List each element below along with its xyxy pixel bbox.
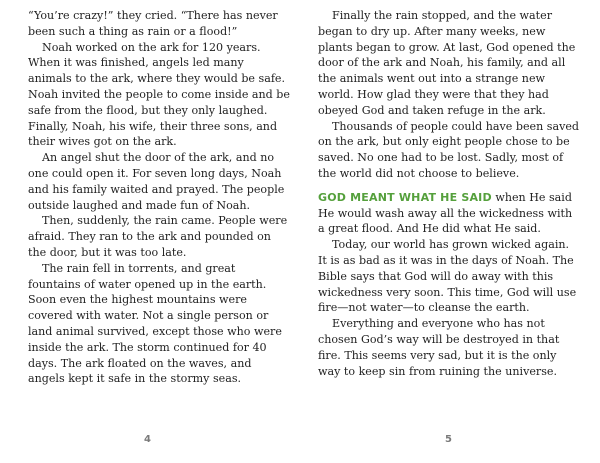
- right-page: [318, 8, 580, 379]
- paragraph: Then, suddenly, the rain came. People were afraid. They ran to the ark and pounded on the door, but it was too late.: [28, 214, 288, 259]
- heading-continuation: when He said He would wash away all the wickedness with a great flood. And He did what He said.: [318, 190, 573, 236]
- paragraph: Noah worked on the ark for 120 years. When it was finished, angels led many animals to the ark, where they would be safe. Noah invited the people to come inside and be safe from the flood, but they only laughed. Finally, Noah, his wife, their three sons, and their wives got on the ark.: [28, 40, 290, 149]
- paragraph: The rain fell in torrents, and great fountains of water opened up in the earth. Soon even the highest mountains were covered with water. Not a single person or land animal survived, except those who were inside the ark. The storm continued for 40 days. The ark floated on the waves, and angels kept it safe in the stormy seas.: [28, 261, 282, 386]
- paragraph: Everything and everyone who has not chosen God’s way will be destroyed in that fire. This seems very sad, but it is the only way to keep sin from ruining the universe.: [318, 317, 560, 378]
- paragraph: Finally the rain stopped, and the water began to dry up. After many weeks, new plants began to grow. At last, God opened the door of the ark and Noah, his family, and all the animals went out into a strange new world. How glad they were that they had obeyed God and taken refuge in the ark.: [318, 9, 576, 117]
- section-heading: GOD MEANT WHAT HE SAID: [318, 190, 492, 204]
- paragraph: An angel shut the door of the ark, and no one could open it. For seven long days, Noah and his family waited and prayed. The people outside laughed and made fun of Noah.: [28, 151, 285, 212]
- page-number: 4: [144, 434, 151, 445]
- section-paragraph: [318, 190, 580, 237]
- paragraph: “You’re crazy!” they cried. “There has never been such a thing as rain or a flood!”: [28, 9, 278, 38]
- left-page: [28, 8, 290, 387]
- paragraph: Today, our world has grown wicked again. It is as bad as it was in the days of Noah. The Bible says that God will do away with this wickedness very soon. This time, God will use fire—not water—to cleanse the earth.: [318, 238, 577, 315]
- page-number: 5: [445, 434, 452, 445]
- paragraph: Thousands of people could have been saved on the ark, but only eight people chose to be saved. No one had to be lost. Sadly, most of the world did not choose to believe.: [318, 119, 580, 180]
